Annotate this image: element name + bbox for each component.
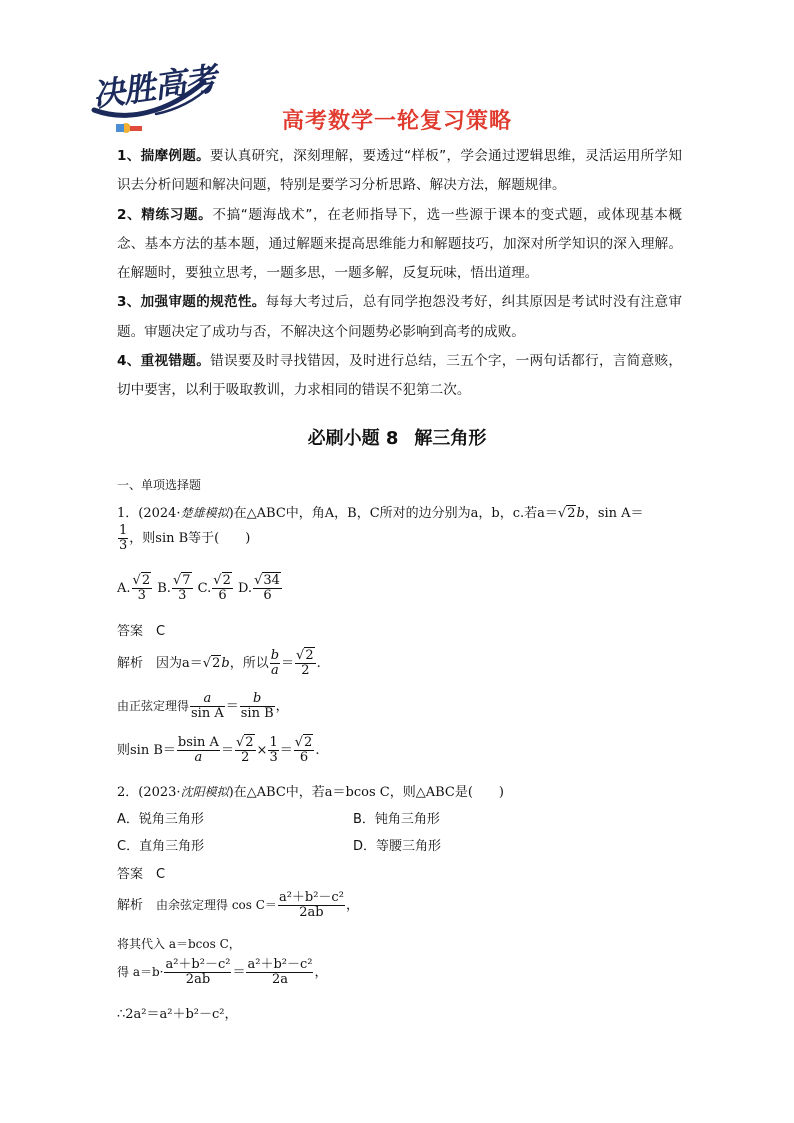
question-2-option-b: B．钝角三角形 bbox=[353, 812, 440, 827]
logo-text: 决胜高考 bbox=[90, 59, 219, 115]
strategy-item: 3、加强审题的规范性。每每大考过后，总有同学抱怨没考好，纠其原因是考试时没有注意审题。审题决定了成功与否，不解决这个问题势必影响到高考的成败。 bbox=[117, 294, 682, 340]
question-2-option-d: D．等腰三角形 bbox=[353, 839, 442, 854]
question-1-options: A. $\frac{√2}{3}$ B. $\frac{√7}{3}$ C. $\frac{√2}{6}$ D. $\frac{√34}{6}$ bbox=[117, 573, 280, 603]
question-2-stem: 2．(2023·沈阳模拟)在△ABC中，若a＝bcos C，则△ABC是( ) bbox=[117, 785, 504, 800]
question-1-stem-cont: $\frac{1}{3}$ ，则sin B等于( ) bbox=[119, 523, 251, 553]
part-heading: 一、单项选择题 bbox=[117, 478, 202, 492]
question-1-solution-line: 则sin B＝ $\frac{\text{bsin A}}{a}$ ＝ $\frac{√2}{2}$ × $\frac{1}{3}$ ＝ $\frac{√2}{6}$ . bbox=[117, 735, 320, 765]
section-title: 必刷小题 8 解三角形 bbox=[307, 428, 487, 449]
question-2-option-c: C．直角三角形 bbox=[117, 839, 205, 854]
question-1-answer: 答案 C bbox=[117, 624, 166, 639]
question-1-stem: 1．(2024·楚雄模拟)在△ABC中，角A，B，C所对的边分别为a，b，c.若a＝√2b，sin A＝ bbox=[117, 506, 644, 521]
question-1-solution-line: 解析 因为a＝√2b，所以 $\frac{b}{a}$ ＝ $\frac{√2}{2}$ . bbox=[117, 648, 321, 678]
strategy-item: 4、重视错题。错误要及时寻找错因，及时进行总结，三五个字，一两句话都行，言简意赅，切中要害，以利于吸取教训，力求相同的错误不犯第二次。 bbox=[117, 353, 682, 399]
question-2-solution-line: 将其代入 a＝bcos C， bbox=[117, 937, 241, 951]
strategy-list bbox=[117, 142, 682, 406]
question-2-answer: 答案 C bbox=[117, 867, 166, 882]
strategy-item: 2、精练习题。不搞“题海战术”，在老师指导下，选一些源于课本的变式题，或体现基本概念、基本方法的基本题，通过解题来提高思维能力和解题技巧，加深对所学知识的深入理解。在解题时，要独立思考，一题多思，一题多解，反复玩味，悟出道理。 bbox=[117, 206, 682, 282]
question-1-solution-line: 由正弦定理得 $\frac{a}{\text{sin A}}$ ＝ $\frac{b}{\text{sin B}}$ ， bbox=[117, 691, 289, 721]
question-2-solution-line: 得 a＝b· $\frac{\text{a²＋b²－c²}}{2ab}$ ＝ $\frac{\text{a²＋b²－c²}}{2a}$ ， bbox=[117, 957, 328, 987]
page-title: 高考数学一轮复习策略 bbox=[281, 109, 512, 134]
question-2-option-a: A．锐角三角形 bbox=[117, 812, 204, 827]
strategy-item: 1、揣摩例题。要认真研究，深刻理解，要透过“样板”，学会通过逻辑思维，灵活运用所学知识去分析问题和解决问题，特别是要学习分析思路、解决方法，解题规律。 bbox=[117, 148, 682, 194]
question-2-solution-line: ∴2a²＝a²＋b²－c²， bbox=[117, 1007, 238, 1022]
question-2-solution-line: 解析 由余弦定理得 cos C＝ $\frac{\text{a²＋b²－c²}}{2ab}$ ， bbox=[117, 890, 359, 920]
